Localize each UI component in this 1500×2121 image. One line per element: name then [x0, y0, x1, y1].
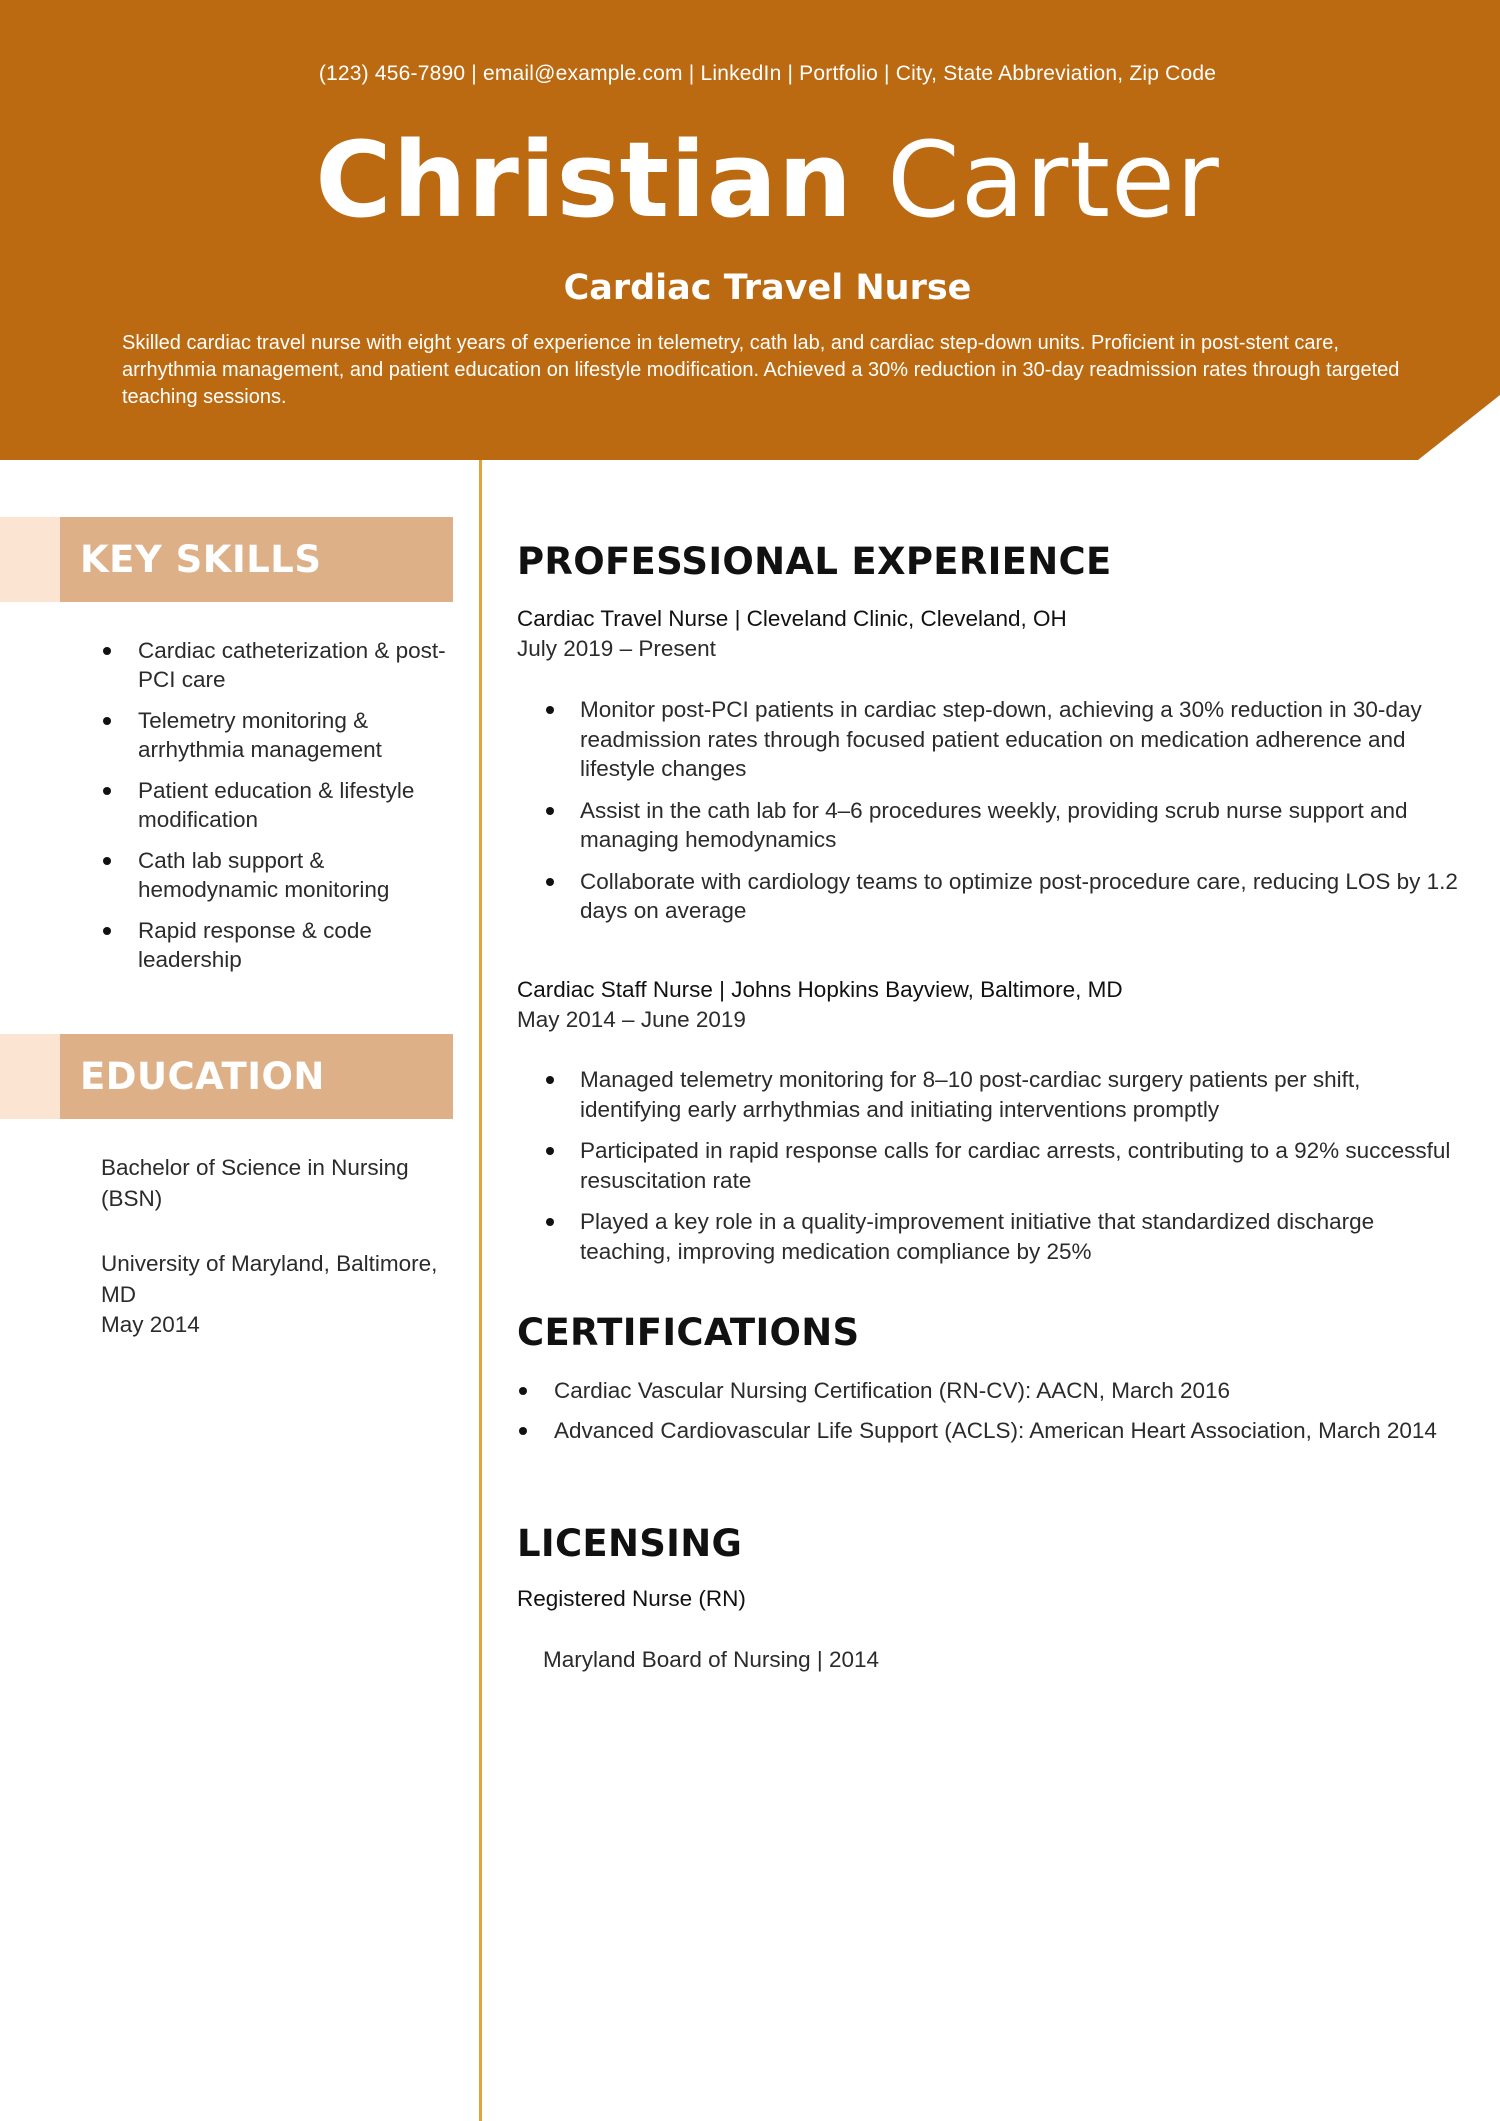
skills-list [100, 636, 460, 986]
license-name: Registered Nurse (RN) [517, 1586, 746, 1611]
graduation-date: May 2014 [101, 1312, 200, 1337]
skill-item: Cath lab support & hemodynamic monitoring [100, 846, 460, 904]
first-name: Christian [315, 119, 854, 241]
job-role: Cardiac Travel Nurse | Cleveland Clinic, Cleveland, OH [517, 606, 1067, 631]
contact-line: (123) 456-7890 | email@example.com | LinkedIn | Portfolio | City, State Abbreviation, Zip Code [318, 62, 1217, 85]
certification-item: Cardiac Vascular Nursing Certification (RN-CV): AACN, March 2016 [517, 1376, 1457, 1406]
job-bullet: Monitor post-PCI patients in cardiac step-down, achieving a 30% reduction in 30-day readmission rates through focused patient education on medication adherence and lifestyle changes [545, 695, 1465, 784]
job-dates: May 2014 – June 2019 [517, 1007, 746, 1032]
certification-item: Advanced Cardiovascular Life Support (ACLS): American Heart Association, March 2014 [517, 1416, 1457, 1446]
skills-heading: KEY SKILLS [60, 517, 453, 602]
licensing-heading: LICENSING [517, 1522, 743, 1565]
candidate-name [0, 119, 1500, 241]
job-bullet: Collaborate with cardiology teams to optimize post-procedure care, reducing LOS by 1.2 days on average [545, 867, 1465, 926]
education-heading: EDUCATION [60, 1034, 453, 1119]
summary: Skilled cardiac travel nurse with eight years of experience in telemetry, cath lab, and cardiac step-down units. Proficient in post-stent care, arrhythmia management, and patient education on lifestyle modification. Achieved a 30% reduction in 30-day readmission rates through targeted teaching sessions. [122, 332, 1400, 408]
job-dates: July 2019 – Present [517, 636, 716, 661]
school: University of Maryland, Baltimore, MD [101, 1251, 438, 1307]
skill-item: Telemetry monitoring & arrhythmia management [100, 706, 460, 764]
skill-item: Patient education & lifestyle modification [100, 776, 460, 834]
job-bullets [545, 1065, 1465, 1278]
job-title: Cardiac Travel Nurse [563, 268, 972, 308]
job-bullet: Played a key role in a quality-improvement initiative that standardized discharge teaching, improving medication compliance by 25% [545, 1207, 1465, 1266]
job-bullet: Participated in rapid response calls for cardiac arrests, contributing to a 92% successful resuscitation rate [545, 1136, 1465, 1195]
experience-heading: PROFESSIONAL EXPERIENCE [517, 540, 1112, 583]
certifications-list [517, 1376, 1457, 1456]
job-bullets [545, 695, 1465, 938]
last-name: Carter [887, 119, 1220, 241]
degree: Bachelor of Science in Nursing (BSN) [101, 1155, 409, 1211]
job-bullet: Assist in the cath lab for 4–6 procedures weekly, providing scrub nurse support and managing hemodynamics [545, 796, 1465, 855]
job-role: Cardiac Staff Nurse | Johns Hopkins Bayview, Baltimore, MD [517, 977, 1123, 1002]
certifications-heading: CERTIFICATIONS [517, 1311, 860, 1354]
skill-item: Rapid response & code leadership [100, 916, 460, 974]
column-divider [479, 460, 482, 2121]
license-detail: Maryland Board of Nursing | 2014 [543, 1647, 880, 1672]
skill-item: Cardiac catheterization & post-PCI care [100, 636, 460, 694]
job-bullet: Managed telemetry monitoring for 8–10 post-cardiac surgery patients per shift, identifying early arrhythmias and initiating interventions promptly [545, 1065, 1465, 1124]
